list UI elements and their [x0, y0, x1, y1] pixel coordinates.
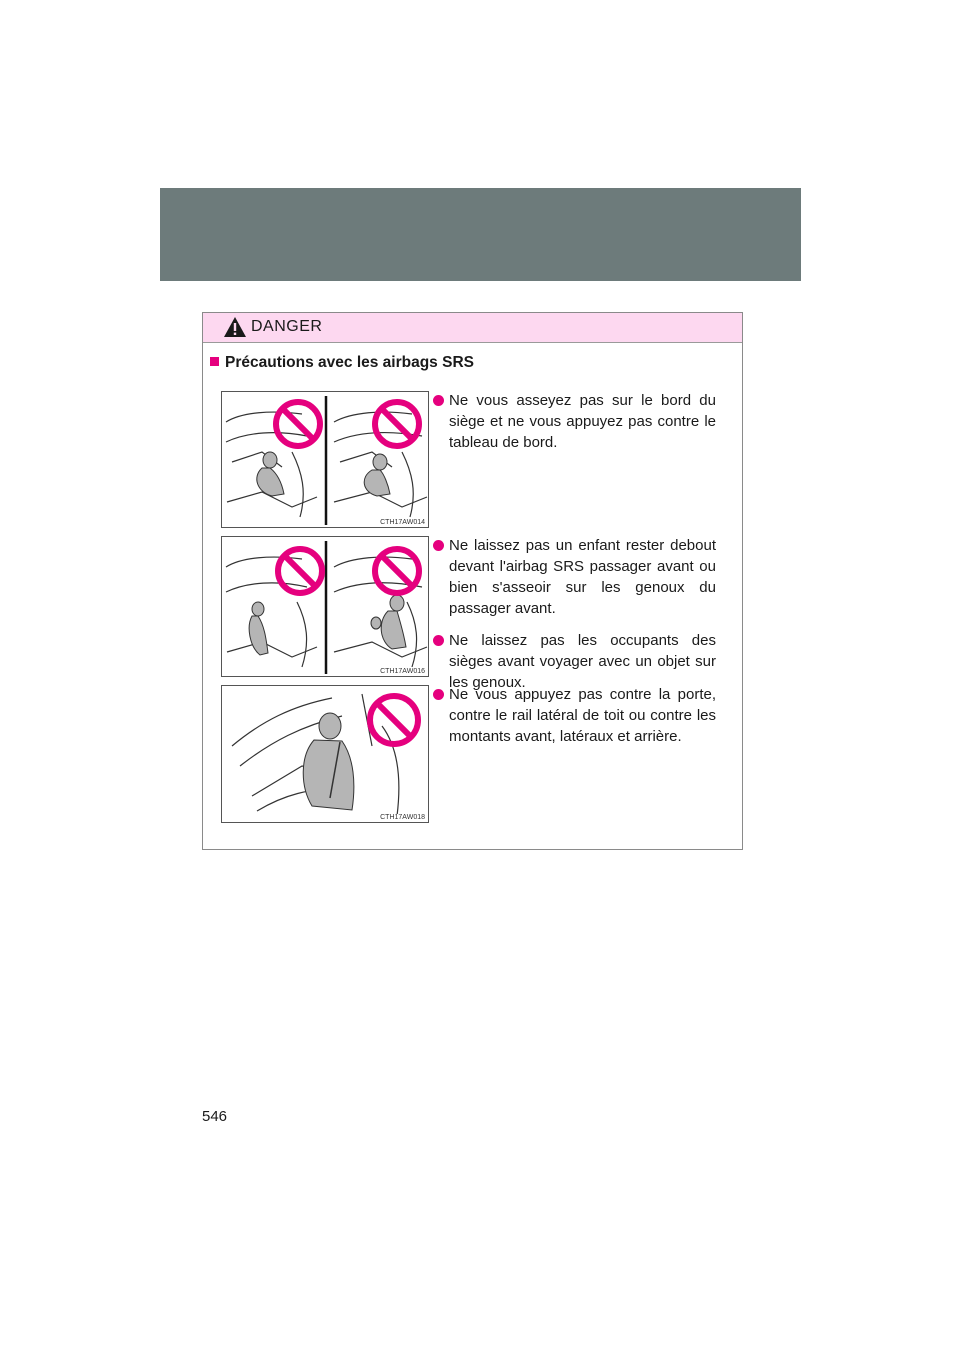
illustration-seat-dashboard — [221, 391, 429, 528]
bullet-item — [433, 684, 716, 747]
illustration-child-standing — [221, 536, 429, 677]
section-title-text: Précautions avec les airbags SRS — [225, 354, 474, 371]
bullet-text: Ne laissez pas un enfant rester debout devant l'airbag SRS passager avant ou bien s'asseoir sur les genoux du passager avant. — [449, 537, 716, 617]
prohibition-icon — [375, 402, 419, 446]
illustration-code: CTH17AW016 — [380, 668, 425, 675]
prohibition-icon — [375, 549, 419, 593]
square-bullet-icon — [210, 357, 219, 366]
bullet-text: Ne vous asseyez pas sur le bord du siège et ne vous appuyez pas contre le tableau de bord. — [449, 392, 716, 451]
page-number: 546 — [202, 1108, 228, 1125]
bullet-dot-icon — [433, 635, 444, 646]
bullet-item — [433, 390, 716, 453]
prohibition-icon — [278, 549, 322, 593]
bullet-dot-icon — [433, 540, 444, 551]
bullet-text: Ne vous appuyez pas contre la porte, contre le rail latéral de toit ou contre les montants avant, latéraux et arrière. — [449, 686, 716, 745]
prohibition-icon — [276, 402, 320, 446]
illustration-code: CTH17AW014 — [380, 519, 425, 526]
danger-box — [202, 312, 743, 850]
bullet-text: Ne laissez pas les occupants des sièges avant voyager avec un objet sur les genoux. — [449, 632, 716, 691]
bullet-dot-icon — [433, 689, 444, 700]
header-band — [160, 188, 801, 281]
illustration-leaning-door — [221, 685, 429, 823]
prohibition-icon — [370, 696, 418, 744]
illustration-code: CTH17AW018 — [380, 814, 425, 821]
danger-title: DANGER — [251, 318, 323, 335]
danger-header — [203, 313, 742, 343]
warning-triangle-icon — [223, 316, 247, 338]
bullet-dot-icon — [433, 395, 444, 406]
section-title — [210, 354, 474, 372]
bullet-item — [433, 535, 716, 619]
